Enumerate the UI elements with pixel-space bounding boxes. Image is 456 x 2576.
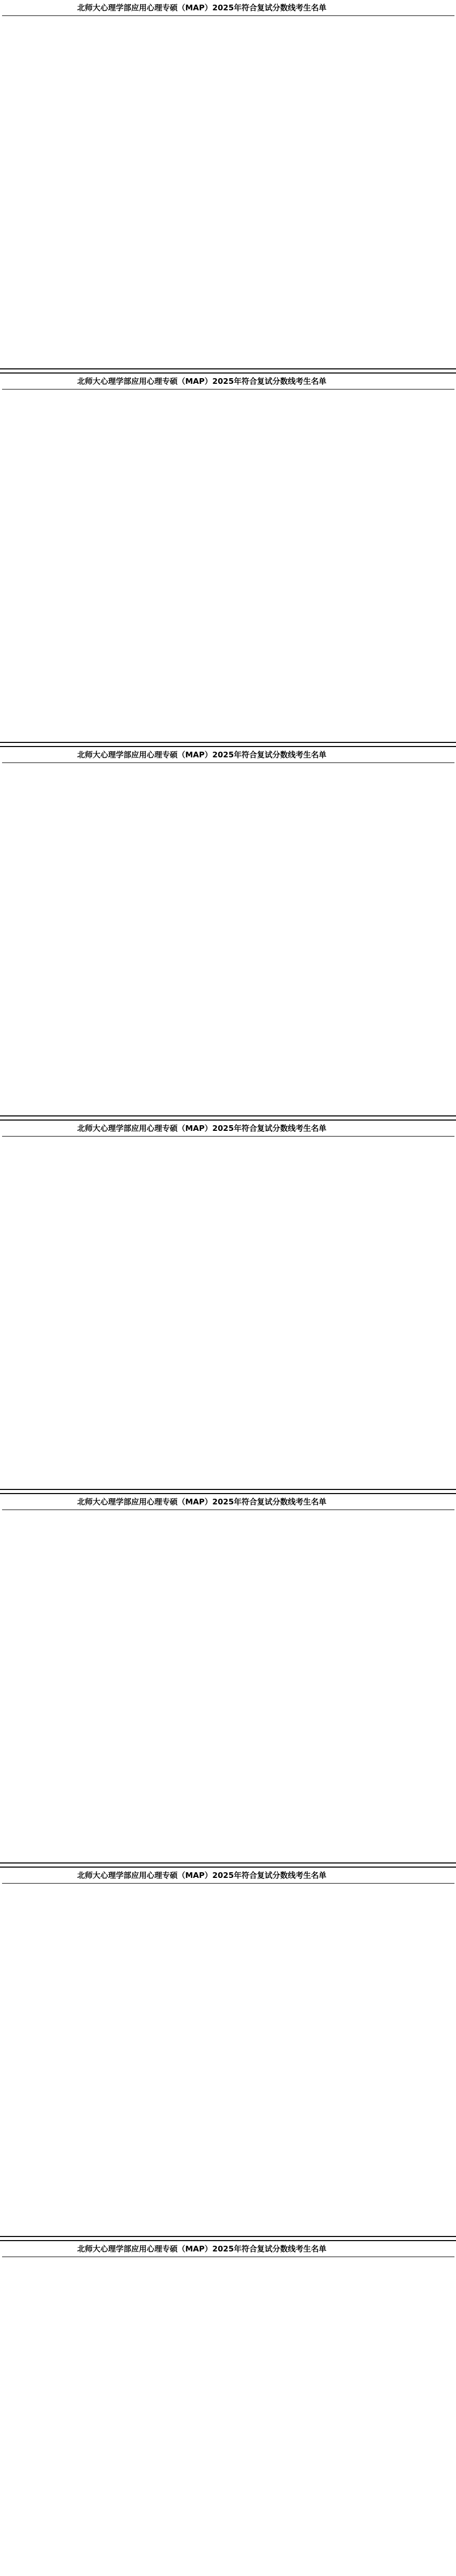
page-section xyxy=(0,1868,456,2241)
section-title: 北师大心理学部应用心理专硕（MAP）2025年符合复试分数线考生名单 xyxy=(77,1124,327,1133)
section-title: 北师大心理学部应用心理专硕（MAP）2025年符合复试分数线考生名单 xyxy=(77,3,327,12)
section-divider xyxy=(0,1489,456,1494)
section-title: 北师大心理学部应用心理专硕（MAP）2025年符合复试分数线考生名单 xyxy=(77,1497,327,1506)
page-section xyxy=(0,1494,456,1868)
candidate-table xyxy=(2,15,454,16)
page-section xyxy=(0,0,456,374)
page-section xyxy=(0,1121,456,1494)
section-divider xyxy=(0,368,456,374)
section-title: 北师大心理学部应用心理专硕（MAP）2025年符合复试分数线考生名单 xyxy=(77,377,327,386)
candidate-table xyxy=(2,762,454,763)
section-divider xyxy=(0,742,456,747)
candidate-table xyxy=(2,1883,454,1884)
page-section xyxy=(0,747,456,1121)
section-divider xyxy=(0,1862,456,1868)
section-divider xyxy=(0,1115,456,1121)
candidate-table xyxy=(2,1136,454,1137)
section-title: 北师大心理学部应用心理专硕（MAP）2025年符合复试分数线考生名单 xyxy=(77,1871,327,1880)
section-title: 北师大心理学部应用心理专硕（MAP）2025年符合复试分数线考生名单 xyxy=(77,2244,327,2253)
section-title: 北师大心理学部应用心理专硕（MAP）2025年符合复试分数线考生名单 xyxy=(77,750,327,759)
page-section xyxy=(0,374,456,747)
section-divider xyxy=(0,2236,456,2241)
page-section xyxy=(0,2241,456,2576)
